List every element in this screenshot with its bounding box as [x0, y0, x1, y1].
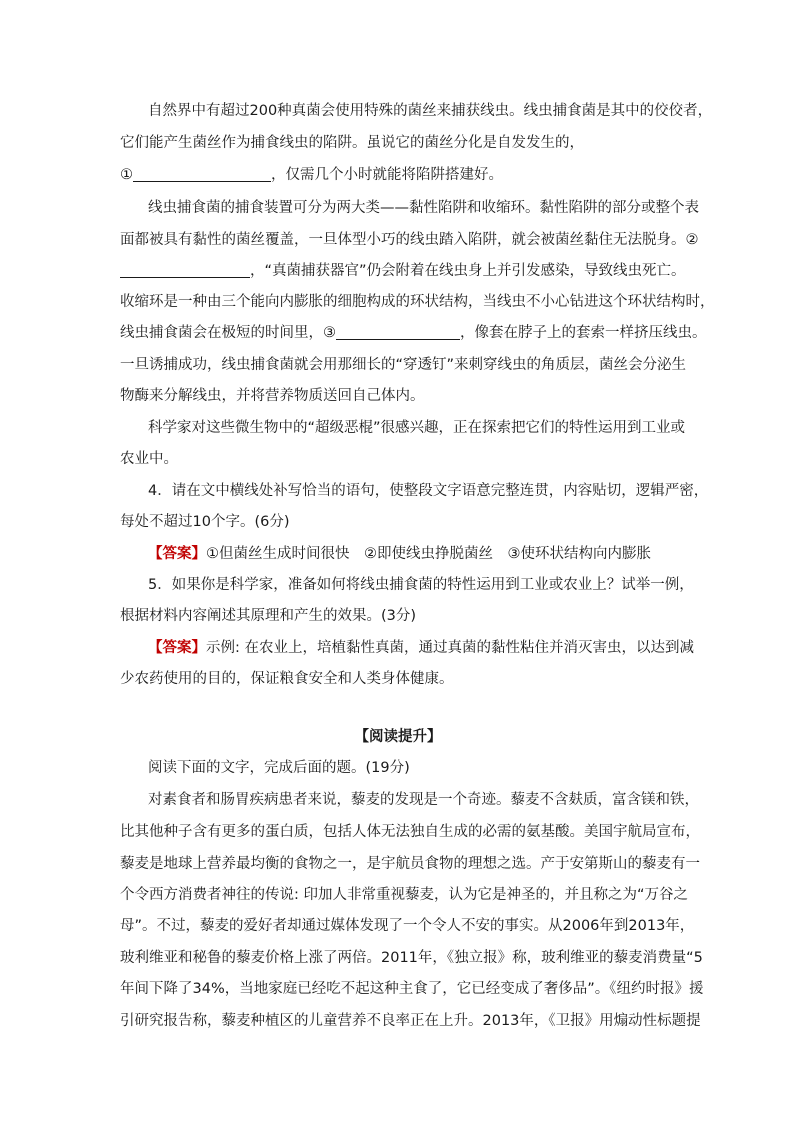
blank-continuation: ，“真菌捕获器官”仍会附着在线虫身上并引发感染，导致线虫死亡。 — [250, 263, 686, 279]
answer-label: 【答案】 — [148, 640, 206, 656]
paragraph-line: 个令西方消费者神往的传说: 印加人非常重视藜麦，认为它是神圣的，并且称之为“万谷之 — [120, 887, 689, 903]
paragraph-line: 线虫捕食菌的捕食装置可分为两大类——黏性陷阱和收缩环。黏性陷阱的部分或整个表 — [148, 200, 699, 216]
answer-4 — [148, 539, 676, 569]
paragraph-line: 玻利维亚和秘鲁的藜麦价格上涨了两倍。2011年，《独立报》称，玻利维亚的藜麦消费量“5 — [120, 950, 703, 966]
paragraph-line — [120, 256, 686, 286]
blank-continuation: ，像套在脖子上的套索一样挤压线虫。 — [460, 325, 707, 341]
paragraph-line: 母”。不过，藜麦的爱好者却通过媒体发现了一个令人不安的事实。从2006年到2013年， — [120, 918, 695, 934]
paragraph-line: 自然界中有超过200种真菌会使用特殊的菌丝来捕获线虫。线虫捕食菌是其中的佼佼者， — [148, 103, 713, 119]
paragraph-line: 它们能产生菌丝作为捕食线虫的陷阱。虽说它的菌丝分化是自发发生的， — [120, 135, 584, 151]
question-5: 5．如果你是科学家，准备如何将线虫捕食菌的特性运用到工业或农业上？试举一例， — [148, 577, 694, 593]
paragraph-line: 引研究报告称，藜麦种植区的儿童营养不良率正在上升。2013年，《卫报》用煽动性标题提 — [120, 1013, 701, 1029]
paragraph-line — [120, 160, 676, 190]
paragraph-line: 农业中。 — [120, 451, 178, 467]
paragraph-line: 物酶来分解线虫，并将营养物质送回自己体内。 — [120, 388, 425, 404]
answer-blank-1 — [133, 165, 271, 182]
answer-blank-3 — [336, 323, 460, 340]
paragraph-line: 科学家对这些微生物中的“超级恶棍”很感兴趣，正在探索把它们的特性运用到工业或 — [148, 420, 686, 436]
blank-marker: ① — [120, 167, 133, 183]
answer-text: ①但菌丝生成时间很快 ②即使线虫挣脱菌丝 ③使环状结构向内膨胀 — [206, 546, 651, 562]
blank-continuation: ，仅需几个小时就能将陷阱搭建好。 — [271, 167, 503, 183]
answer-label: 【答案】 — [148, 546, 206, 562]
question-4: 4．请在文中横线处补写恰当的语句，使整段文字语意完整连贯，内容贴切，逻辑严密， — [148, 483, 709, 499]
instruction-line: 阅读下面的文字，完成后面的题。(19分) — [148, 760, 410, 776]
paragraph-line — [120, 318, 707, 348]
answer-5-cont: 少农药使用的目的，保证粮食安全和人类身体健康。 — [120, 671, 454, 687]
paragraph-line: 年间下降了34%，当地家庭已经吃不起这种主食了，它已经变成了奢侈品”。《纽约时报》援 — [120, 981, 704, 997]
answer-5 — [148, 633, 694, 663]
answer-blank-2 — [120, 261, 250, 278]
paragraph-line: 一旦诱捕成功，线虫捕食菌就会用那细长的“穿透钉”来刺穿线虫的角质层，菌丝会分泌生 — [120, 357, 687, 373]
paragraph-line: 对素食者和肠胃疾病患者来说，藜麦的发现是一个奇迹。藜麦不含麸质，富含镁和铁， — [148, 792, 699, 808]
paragraph-line: 比其他种子含有更多的蛋白质，包括人体无法独自生成的必需的氨基酸。美国宇航局宣布， — [120, 824, 700, 840]
blank-prefix: 线虫捕食菌会在极短的时间里，③ — [120, 325, 336, 341]
paragraph-line: 面都被具有黏性的菌丝覆盖，一旦体型小巧的线虫踏入陷阱，就会被菌丝黏住无法脱身。② — [120, 232, 699, 248]
question-4-cont: 每处不超过10个字。(6分) — [120, 514, 290, 530]
section-heading: 【阅读提升】 — [354, 729, 442, 745]
paragraph-line: 藜麦是地球上营养最均衡的食物之一，是宇航员食物的理想之选。产于安第斯山的藜麦有一 — [120, 856, 700, 872]
answer-text: 示例: 在农业上，培植黏性真菌，通过真菌的黏性粘住并消灭害虫，以达到减 — [206, 640, 694, 656]
paragraph-line: 收缩环是一种由三个能向内膨胀的细胞构成的环状结构，当线虫不小心钻进这个环状结构时， — [120, 294, 715, 310]
question-5-cont: 根据材料内容阐述其原理和产生的效果。(3分) — [120, 608, 417, 624]
